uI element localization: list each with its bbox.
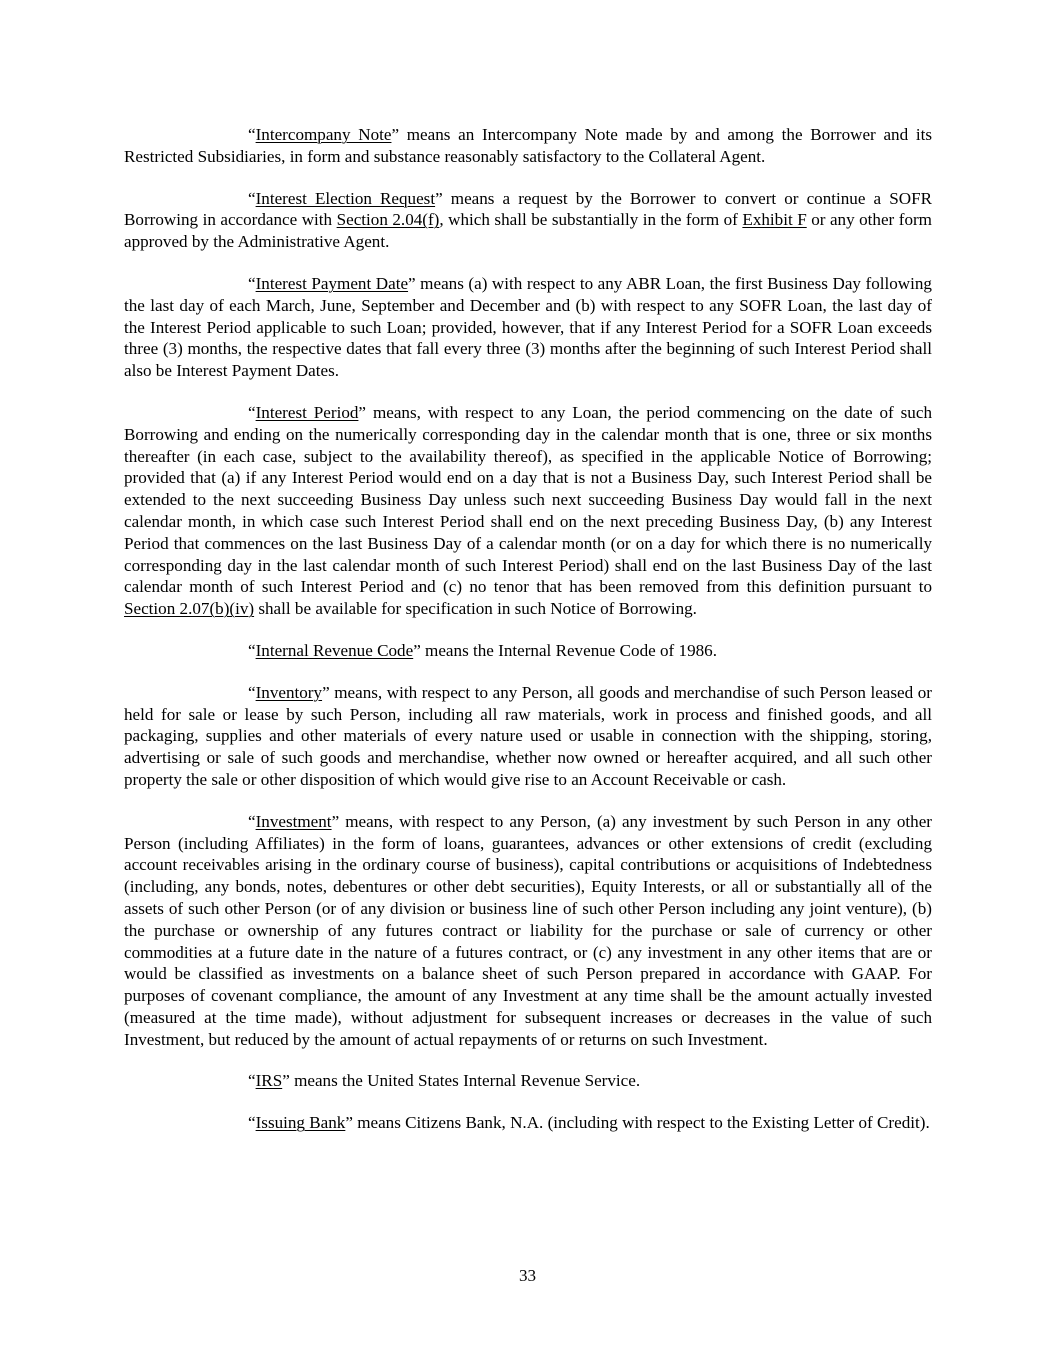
section-reference: Section 2.07(b)(iv) — [124, 599, 255, 619]
definition-internal-revenue-code — [124, 640, 932, 662]
definition-text: ” means (a) with respect to any ABR Loan, the first Business Day following the last day of each March, June, September and December and (b) with respect to any SOFR Loan, the last day of the Interest Period applicable to such Loan; provided, however, that if any Interest Period for a SOFR Loan exceeds three (3) months, the respective dates that fall every three (3) months after the beginning of such Interest Period shall also be Interest Payment Dates. — [124, 273, 932, 381]
open-quote: “ — [248, 188, 256, 208]
page-number: 33 — [518, 1266, 537, 1285]
definition-text: ” means, with respect to any Loan, the period commencing on the date of such Borrowing and ending on the numerically corresponding day in the calendar month that is one, three or six months thereafter (in each case, subject to the availability thereof), as specified in the applicable Notice of Borrowing; provided that (a) if any Interest Period would end on a day that is not a Business Day, such Interest Period shall be extended to the next succeeding Business Day unless such next succeeding Business Day would fall in the next calendar month, in which case such Interest Period shall end on the next preceding Business Day, (b) any Interest Period that commences on the last Business Day of a calendar month (or on a day for which there is no numerically corresponding day in the last calendar month of such Interest Period) shall end on the last Business Day of the last calendar month of such Interest Period and (c) no tenor that has been removed from this definition pursuant to — [124, 402, 932, 597]
defined-term: Issuing Bank — [255, 1113, 346, 1133]
definition-text: ” means, with respect to any Person, all goods and merchandise of such Person leased or held for sale or lease by such Person, including all raw materials, work in process and finished goods, and all packaging, supplies and other materials of every nature used or usable in connection with the shipping, storing, advertising or sale of such goods and merchandise, whether now owned or hereafter acquired, and all such other property the sale or other disposition of which would give rise to an Account Receivable or cash. — [124, 682, 932, 789]
definition-text: ” means the United States Internal Revenue Service. — [282, 1071, 641, 1091]
definition-interest-payment-date — [124, 273, 932, 382]
open-quote: “ — [248, 1071, 256, 1091]
open-quote: “ — [248, 640, 256, 660]
definition-irs — [124, 1070, 932, 1092]
definition-issuing-bank — [124, 1112, 932, 1134]
open-quote: “ — [248, 811, 256, 831]
defined-term: Investment — [255, 811, 332, 831]
defined-term: Interest Election Request — [255, 188, 436, 208]
definition-interest-election-request — [124, 188, 932, 253]
defined-term: Intercompany Note — [255, 125, 392, 144]
definition-text: or any other form approved by the Administrative Agent. — [124, 210, 932, 252]
definition-text: , which shall be substantially in the form of — [439, 210, 743, 230]
definition-text: ” means an Intercompany Note made by and among the Borrower and its Restricted Subsidiaries, in form and substance reasonably satisfactory to the Collateral Agent. — [124, 125, 932, 166]
open-quote: “ — [248, 125, 256, 144]
definition-interest-period — [124, 402, 932, 620]
defined-term: Interest Payment Date — [255, 273, 409, 293]
definition-text: ” means the Internal Revenue Code of 1986. — [413, 640, 717, 660]
definition-text: ” means a request by the Borrower to convert or continue a SOFR Borrowing in accordance with — [124, 188, 932, 230]
defined-term: Inventory — [255, 682, 323, 702]
definition-text: ” means Citizens Bank, N.A. (including with respect to the Existing Letter of Credit). — [345, 1113, 930, 1133]
section-reference: Section 2.04(f) — [336, 210, 440, 230]
document-body — [124, 124, 932, 1154]
open-quote: “ — [248, 1113, 256, 1133]
definition-text: ” means, with respect to any Person, (a) any investment by such Person in any other Person (including Affiliates) in the form of loans, guarantees, advances or other extensions of credit (excluding account receivables arising in the ordinary course of business), capital contributions or acquisitions of Indebtedness (including, any bonds, notes, debentures or other debt securities), Equity Interests, or all or substantially all of the assets of such other Person (or of any division or business line of such other Person including any joint venture), (b) the purchase or ownership of any futures contract or liability for the purchase or sale of currency or other commodities at a future date in the nature of a futures contract, or (c) any investment in any other items that are or would be classified as investments on a balance sheet of such Person prepared in accordance with GAAP. For purposes of covenant compliance, the amount of any Investment at any time shall be the amount actually invested (measured at the time made), without adjustment for subsequent increases or decreases in the value of such Investment, but reduced by the amount of actual repayments of or returns on such Investment. — [124, 811, 932, 1049]
definition-intercompany-note — [124, 124, 932, 168]
open-quote: “ — [248, 682, 256, 702]
defined-term: Interest Period — [255, 402, 359, 422]
open-quote: “ — [248, 273, 256, 293]
definition-text: shall be available for specification in such Notice of Borrowing. — [254, 599, 697, 619]
defined-term: Internal Revenue Code — [255, 640, 414, 660]
exhibit-reference: Exhibit F — [742, 210, 807, 230]
definition-investment — [124, 811, 932, 1051]
definition-inventory — [124, 682, 932, 791]
open-quote: “ — [248, 402, 256, 422]
defined-term: IRS — [255, 1071, 283, 1091]
